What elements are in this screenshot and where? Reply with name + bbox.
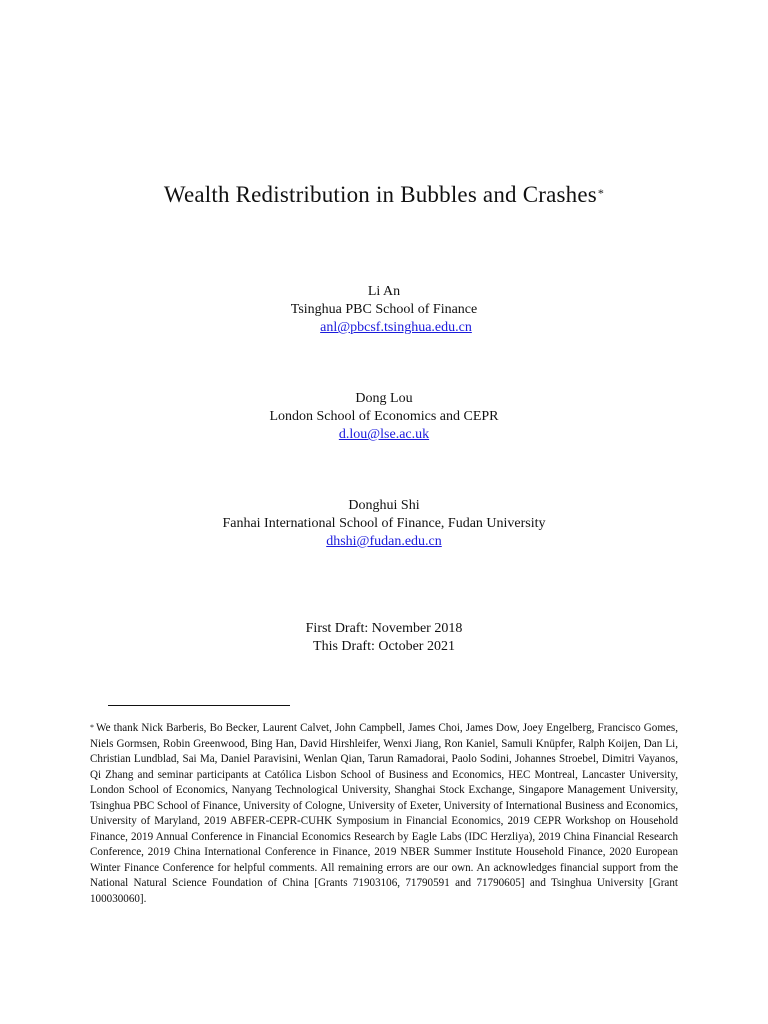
footnote-text: We thank Nick Barberis, Bo Becker, Laurent Calvet, John Campbell, James Choi, James Dow, Joey Engelberg, Francisco Gomes, Niels Gormsen, Robin Greenwood, Bing Han, David Hirshleifer, Wenxi Jiang, Ron Kaniel, Samuli Knüpfer, Ralph Koijen, Dan Li, Christian Lundblad, Sai Ma, Daniel Paravisini, Wenlan Qian, Tarun Ramadorai, Paolo Sodini, Johannes Stroebel, Dimitri Vayanos, Qi Zhang and seminar participants at Católica Lisbon School of Business and Economics, HEC Montreal, Lancaster University, London School of Economics, Nanyang Technological University, Shanghai Stock Exchange, Singapore Management University, Tsinghua PBC School of Finance, University of Cologne, University of Exeter, University of International Business and Economics, University of Maryland, 2019 ABFER-CEPR-CUHK Symposium in Financial Economics, 2019 CEPR Workshop on Household Finance, 2019 Annual Conference in Financial Economics Research by Eagle Labs (IDC Herzliya), 2019 China Financial Research Conference, 2019 China International Conference in Finance, 2019 NBER Summer Institute Household Finance, 2020 European Winter Finance Conference for helpful comments. All remaining errors are our own. An acknowledges financial support from the National Natural Science Foundation of China [Grants 71903106, 71790591 and 71790605] and Tsinghua University [Grant 100030060].: [90, 722, 678, 905]
author-email-link[interactable]: anl@pbcsf.tsinghua.edu.cn: [320, 320, 472, 335]
footnote-divider: [108, 705, 290, 706]
author-affiliation: Tsinghua PBC School of Finance: [290, 302, 478, 317]
first-draft-date: First Draft: November 2018: [305, 621, 463, 636]
author-block-3: [0, 497, 768, 551]
draft-dates: [0, 620, 768, 656]
author-affiliation: London School of Economics and CEPR: [269, 409, 499, 424]
this-draft-date: This Draft: October 2021: [313, 639, 455, 654]
footnote-marker: *: [90, 723, 94, 732]
author-affiliation: Fanhai International School of Finance, Fudan University: [222, 516, 546, 531]
author-email-link[interactable]: dhshi@fudan.edu.cn: [326, 534, 442, 549]
author-block-1: [0, 283, 768, 337]
author-name: Dong Lou: [355, 391, 413, 406]
acknowledgement-footnote: [90, 721, 678, 907]
author-email-link[interactable]: d.lou@lse.ac.uk: [338, 427, 430, 442]
author-name: Donghui Shi: [348, 498, 420, 513]
author-block-2: [0, 390, 768, 444]
paper-title-text: Wealth Redistribution in Bubbles and Crashes: [163, 182, 597, 207]
paper-title: [0, 180, 768, 210]
author-name: Li An: [367, 284, 401, 299]
title-footnote-marker: *: [597, 186, 605, 200]
